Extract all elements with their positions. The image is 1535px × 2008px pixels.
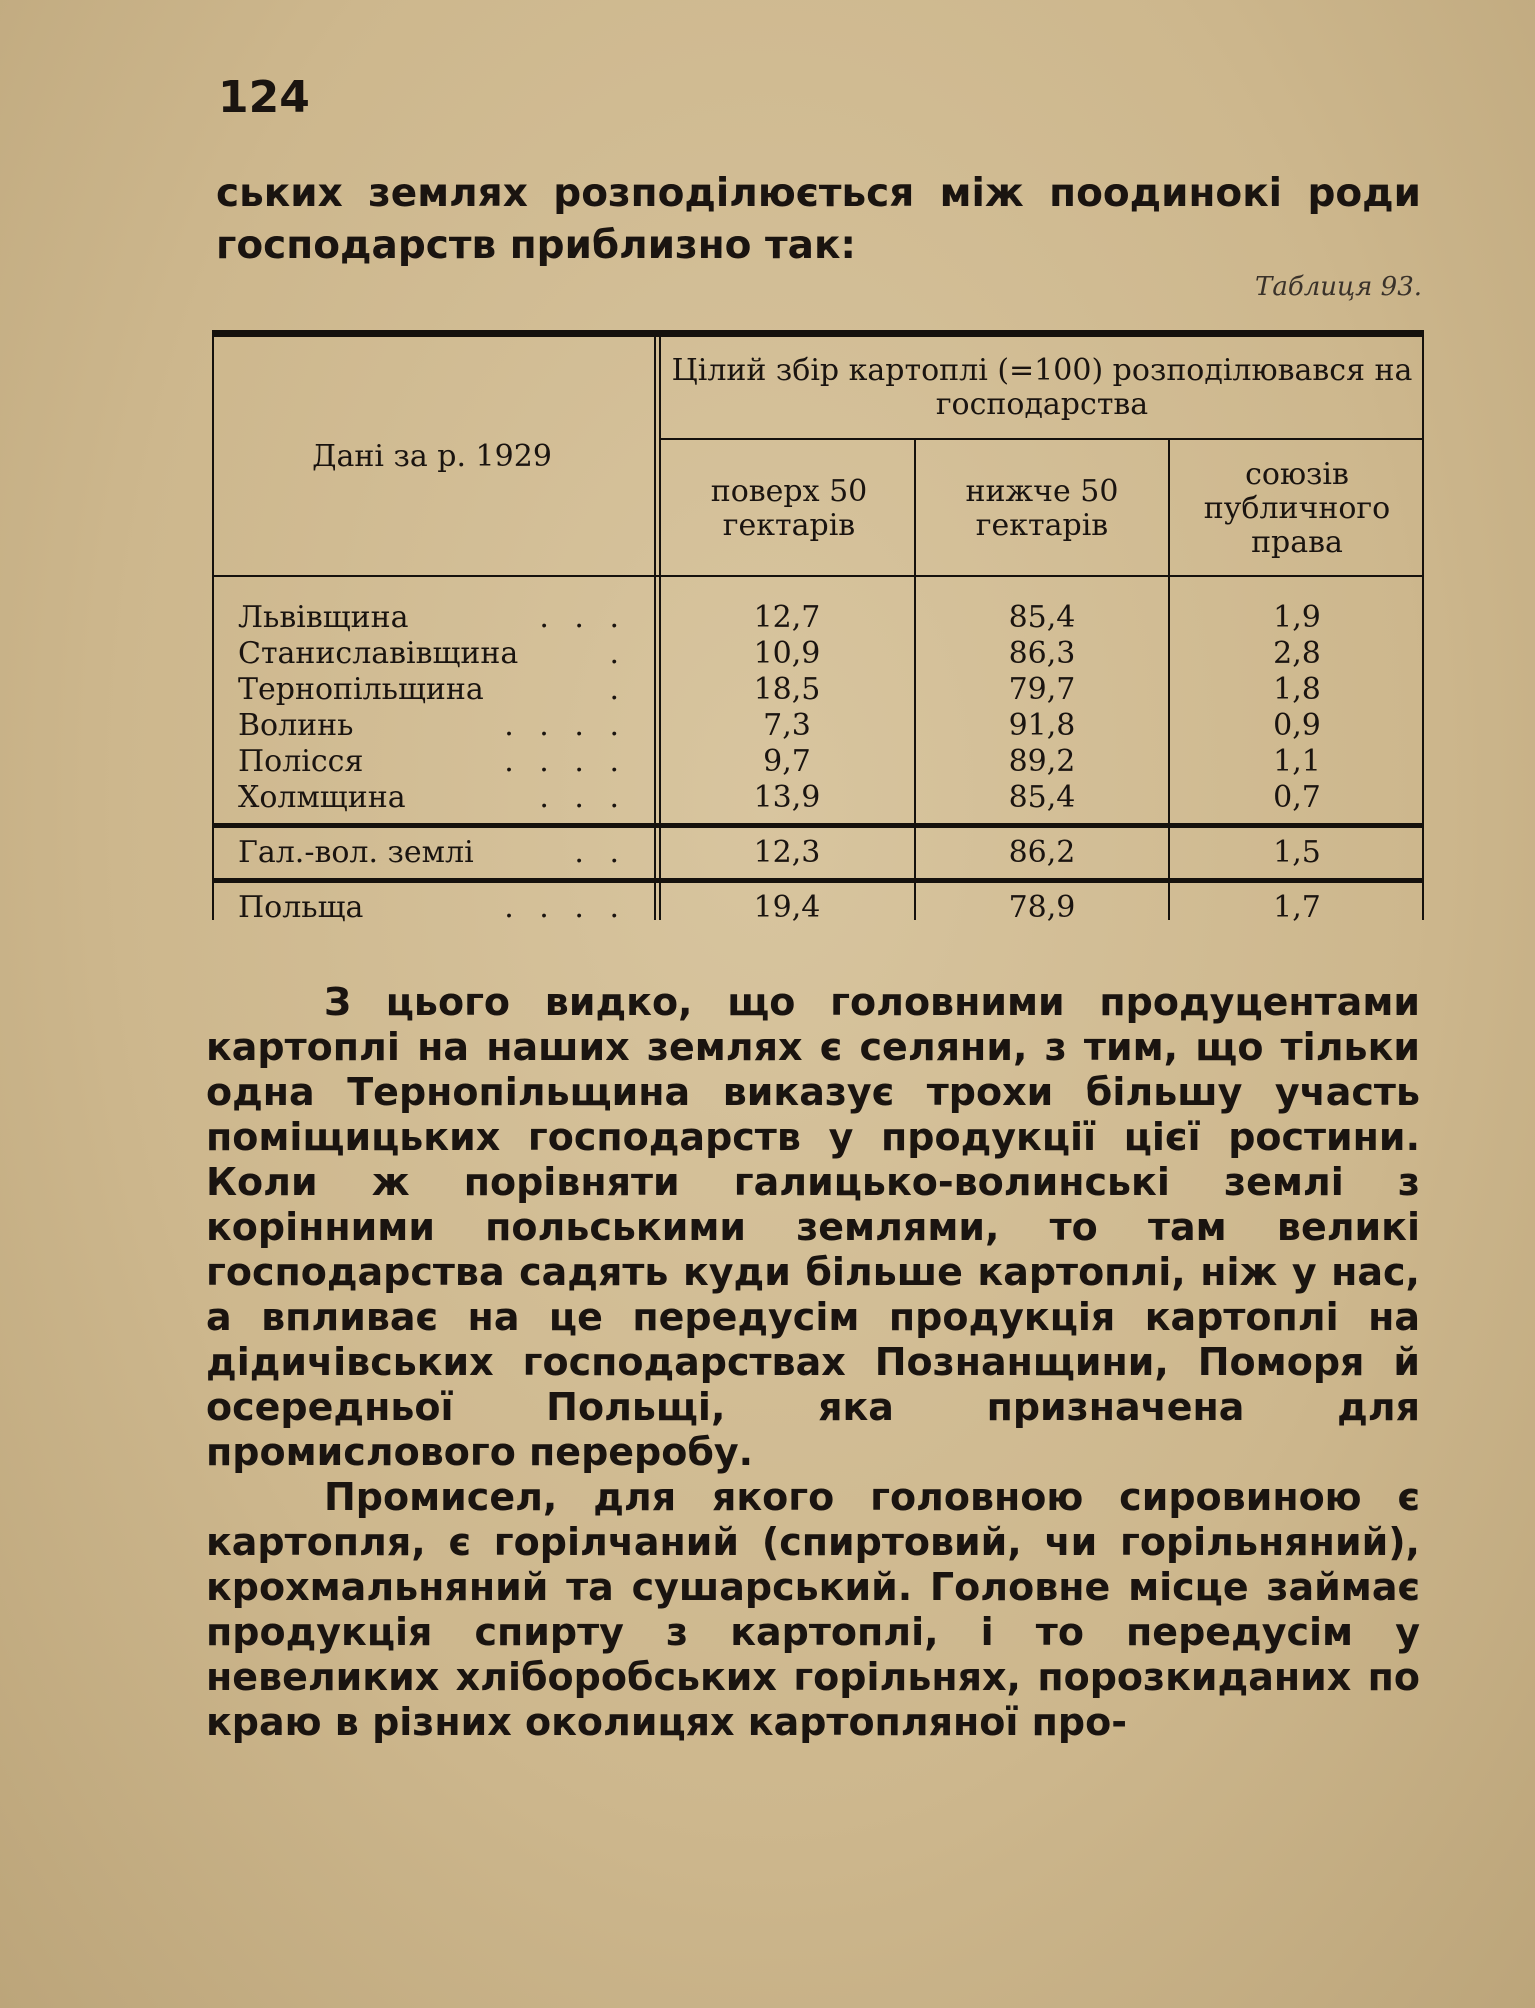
cell-value: 86,2	[1008, 835, 1076, 870]
row-region: Полісся	[238, 744, 364, 779]
cell-value: 85,4	[1008, 780, 1076, 815]
header-main: Цілий збір картоплі (=100) розподілювався на господарства	[671, 353, 1413, 422]
intro-paragraph	[216, 168, 1421, 272]
cell-value: 89,2	[1008, 744, 1076, 779]
row-region: Волинь	[238, 708, 354, 743]
cell-value: 12,3	[753, 835, 821, 870]
table-row	[212, 744, 1424, 780]
leader-dots: .	[609, 636, 627, 671]
cell-value: 0,9	[1273, 708, 1321, 743]
cell-value: 12,7	[753, 600, 821, 635]
cell-value: 9,7	[763, 744, 811, 779]
column-header-public-unions: союзів публичного права	[1203, 457, 1391, 560]
cell-value: 86,3	[1008, 636, 1076, 671]
table-total-row	[212, 835, 1424, 871]
header-subdivider	[660, 438, 1424, 440]
table-row	[212, 600, 1424, 636]
paragraph-2: Промисел, для якого головною сировиною є картопля, є горілчаний (спиртовий, чи горільняний), крохмальняний та сушарський. Головне місце займає продукція спирту з картоплі, і то передусім у невеликих хліборобських горільнях, порозкиданих по краю в різних околицях картопляної про-	[206, 1475, 1420, 1744]
leader-dots: . . .	[539, 600, 627, 635]
table-row	[212, 780, 1424, 816]
page-number: 124	[218, 72, 310, 123]
row-region: Холмщина	[238, 780, 406, 815]
leader-dots: . . . .	[504, 744, 627, 779]
cell-value: 2,8	[1273, 636, 1321, 671]
cell-value: 1,8	[1273, 672, 1321, 707]
table-row	[212, 672, 1424, 708]
cell-value: 85,4	[1008, 600, 1076, 635]
cell-value: 0,7	[1273, 780, 1321, 815]
leader-dots: . . . .	[504, 890, 627, 925]
total-rule-top	[212, 823, 1424, 828]
row-region: Польща	[238, 890, 364, 925]
cell-value: 79,7	[1008, 672, 1076, 707]
cell-value: 1,1	[1273, 744, 1321, 779]
row-region: Гал.-вол. землі	[238, 835, 474, 870]
body-text	[206, 980, 1420, 1745]
leader-dots: . . . .	[504, 708, 627, 743]
table-label: Таблиця 93.	[1255, 272, 1422, 302]
row-region: Станиславівщина	[238, 636, 519, 671]
cell-value: 1,9	[1273, 600, 1321, 635]
cell-value: 10,9	[753, 636, 821, 671]
table-top-rule	[212, 330, 1424, 337]
cell-value: 7,3	[763, 708, 811, 743]
cell-value: 1,7	[1273, 890, 1321, 925]
header-row-label: Дані за р. 1929	[312, 439, 552, 474]
header-bottom-rule	[212, 575, 1424, 577]
leader-dots: . . .	[539, 780, 627, 815]
row-region: Львівщина	[238, 600, 409, 635]
leader-dots: . .	[574, 835, 627, 870]
column-header-under-50: нижче 50 гектарів	[965, 474, 1119, 543]
total-rule-bottom	[212, 878, 1424, 883]
paragraph-1: З цього видко, що головними продуцентами картоплі на наших землях є селяни, з тим, що тільки одна Тернопільщина виказує трохи більшу участь поміщицьких господарств у продукції цієї ростини. Коли ж порівняти галицько-волинські землі з корінними польськими землями, то там великі господарства садять куди більше картоплі, ніж у нас, а впливає на це передусім продукція картоплі на дідичівських господарствах Познанщини, Поморя й осередньої Польщі, яка призначена для промислового переробу.	[206, 980, 1420, 1474]
table-poland-row	[212, 890, 1424, 926]
cell-value: 78,9	[1008, 890, 1076, 925]
intro-text: ських землях розподілюється між поодинокі роди господарств приблизно так:	[216, 171, 1421, 268]
cell-value: 19,4	[753, 890, 821, 925]
leader-dots: .	[609, 672, 627, 707]
cell-value: 13,9	[753, 780, 821, 815]
cell-value: 1,5	[1273, 835, 1321, 870]
row-region: Тернопільщина	[238, 672, 484, 707]
table-row	[212, 708, 1424, 744]
table-row	[212, 636, 1424, 672]
cell-value: 91,8	[1008, 708, 1076, 743]
column-header-over-50: поверх 50 гектарів	[710, 474, 868, 543]
cell-value: 18,5	[753, 672, 821, 707]
data-table	[212, 330, 1424, 930]
